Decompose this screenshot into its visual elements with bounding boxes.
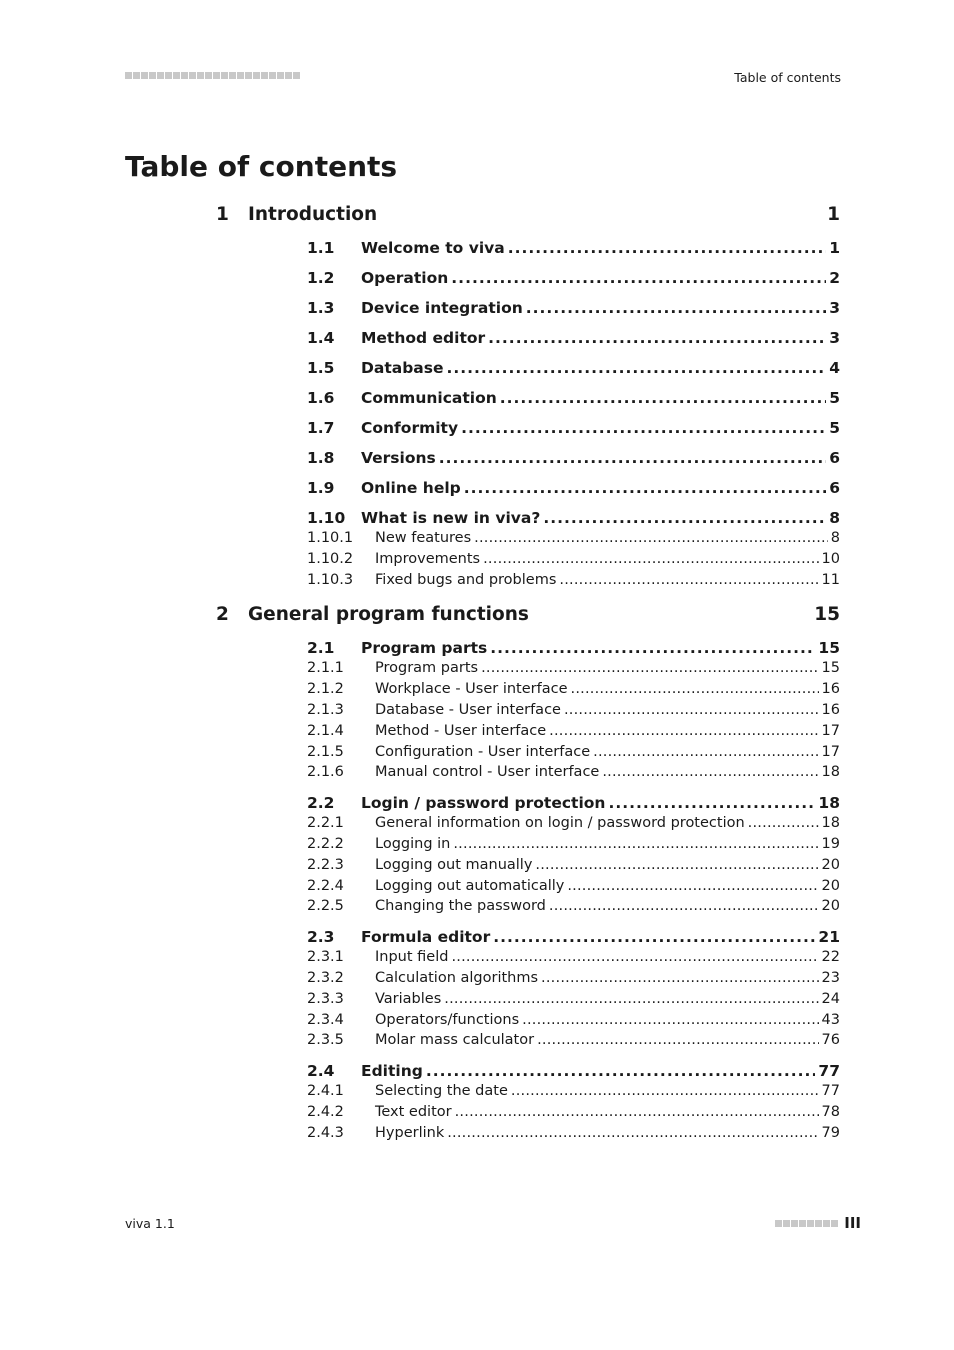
entry-page: 77	[821, 1083, 840, 1100]
toc-subsection[interactable]	[307, 1104, 840, 1125]
entry-number: 1.6	[307, 389, 335, 407]
toc-section[interactable]	[307, 389, 840, 410]
toc-subsection[interactable]	[307, 949, 840, 970]
footer-page	[775, 1214, 861, 1232]
toc-section[interactable]	[307, 299, 840, 320]
entry-number: 2.3.3	[307, 990, 344, 1007]
dot-leader	[602, 764, 818, 780]
entry-page: 10	[821, 550, 840, 567]
entry-title: Welcome to viva	[361, 239, 505, 257]
entry-number: 1.10.1	[307, 530, 354, 546]
entry-page: 78	[821, 1103, 840, 1120]
entry-title: Editing	[361, 1062, 423, 1081]
chapter-page: 1	[827, 204, 840, 225]
dot-leader	[522, 1012, 818, 1028]
toc-section[interactable]	[307, 419, 840, 440]
entry-page: 17	[821, 722, 840, 739]
entry-number: 2.2	[307, 794, 335, 813]
dot-leader	[488, 329, 826, 347]
entry-page: 5	[829, 419, 840, 437]
dot-leader	[493, 928, 815, 946]
toc-subsection[interactable]	[307, 970, 840, 991]
entry-page: 15	[821, 660, 840, 677]
entry-number: 2.1.1	[307, 660, 344, 677]
entry-number: 2.3	[307, 928, 335, 947]
dot-leader	[453, 836, 818, 852]
entry-title: Logging out automatically	[375, 877, 565, 894]
entry-title: Text editor	[375, 1103, 452, 1120]
dot-leader	[549, 898, 819, 914]
chapter-page: 15	[814, 604, 840, 626]
entry-page: 18	[821, 764, 840, 781]
table-of-contents	[216, 204, 840, 1146]
dot-leader	[535, 857, 818, 873]
entry-title: What is new in viva?	[361, 509, 541, 527]
entry-page: 79	[821, 1124, 840, 1141]
entry-number: 2.4.3	[307, 1124, 344, 1141]
dot-leader	[439, 449, 826, 467]
toc-section[interactable]	[307, 269, 840, 290]
entry-number: 2.4	[307, 1062, 335, 1081]
dot-leader	[500, 389, 826, 407]
entry-title: Device integration	[361, 299, 523, 317]
entry-page: 21	[818, 928, 840, 947]
toc-subsection[interactable]	[307, 1083, 840, 1104]
toc-subsection[interactable]	[307, 1032, 840, 1053]
entry-page: 11	[821, 571, 840, 588]
entry-number: 2.2.1	[307, 815, 344, 832]
entry-number: 1.9	[307, 479, 335, 497]
entry-title: Database	[361, 359, 444, 377]
toc-subsection[interactable]	[307, 898, 840, 919]
toc-subsection[interactable]	[307, 1125, 840, 1146]
entry-title: Conformity	[361, 419, 459, 437]
entry-title: Operators/functions	[375, 1011, 520, 1028]
toc-subsection[interactable]	[307, 702, 840, 723]
toc-subsection[interactable]	[307, 1012, 840, 1033]
entry-number: 1.1	[307, 239, 335, 257]
entry-number: 2.2.4	[307, 877, 344, 894]
entry-number: 2.1.4	[307, 722, 344, 739]
running-header-title: Table of contents	[734, 70, 841, 85]
entry-number: 1.10	[307, 509, 346, 527]
toc-subsection[interactable]	[307, 744, 840, 765]
toc-subsection[interactable]	[307, 660, 840, 681]
entry-number: 1.4	[307, 329, 335, 347]
footer-decoration	[775, 1220, 838, 1227]
dot-leader	[748, 815, 819, 831]
entry-number: 1.10.2	[307, 550, 354, 567]
entry-number: 2.4.1	[307, 1083, 344, 1100]
chapter-title: Introduction	[248, 204, 378, 225]
page-title: Table of contents	[125, 150, 398, 183]
toc-subsection[interactable]	[307, 530, 840, 551]
entry-title: Molar mass calculator	[375, 1032, 535, 1049]
toc-section[interactable]	[307, 479, 840, 500]
entry-title: Hyperlink	[375, 1124, 445, 1141]
entry-page: 6	[829, 449, 840, 467]
entry-title: Method - User interface	[375, 722, 547, 739]
dot-leader	[447, 1125, 818, 1141]
toc-section[interactable]	[307, 359, 840, 380]
toc-subsection[interactable]	[307, 572, 840, 593]
entry-title: Calculation algorithms	[375, 969, 539, 986]
entry-title: Program parts	[375, 660, 479, 677]
entry-number: 2.3.4	[307, 1011, 344, 1028]
dot-leader	[474, 530, 828, 546]
entry-title: Changing the password	[375, 898, 546, 915]
dot-leader	[541, 970, 819, 986]
dot-leader	[444, 991, 818, 1007]
entry-title: Formula editor	[361, 928, 491, 947]
dot-leader	[461, 419, 826, 437]
dot-leader	[543, 509, 826, 527]
entry-number: 1.3	[307, 299, 335, 317]
entry-page: 20	[821, 898, 840, 915]
entry-number: 2.1.2	[307, 681, 344, 698]
dot-leader	[426, 1062, 816, 1080]
entry-title: Improvements	[375, 550, 481, 567]
dot-leader	[464, 479, 826, 497]
dot-leader	[537, 1032, 818, 1048]
chapter-title: General program functions	[248, 604, 529, 626]
toc-section[interactable]	[307, 329, 840, 350]
entry-title: Method editor	[361, 329, 486, 347]
toc-subsection[interactable]	[307, 815, 840, 836]
dot-leader	[455, 1104, 819, 1120]
dot-leader	[564, 702, 819, 718]
footer-product: viva 1.1	[125, 1216, 175, 1231]
header-decoration	[125, 72, 300, 79]
entry-title: Login / password protection	[361, 794, 606, 813]
dot-leader	[559, 572, 818, 588]
entry-number: 2.3.5	[307, 1032, 344, 1049]
entry-page: 24	[821, 990, 840, 1007]
entry-title: Operation	[361, 269, 449, 287]
entry-page: 6	[829, 479, 840, 497]
entry-title: Logging out manually	[375, 856, 533, 873]
dot-leader	[608, 794, 815, 812]
toc-subsection[interactable]	[307, 878, 840, 899]
entry-title: Fixed bugs and problems	[375, 571, 557, 588]
entry-title: Workplace - User interface	[375, 681, 568, 698]
entry-title: Online help	[361, 479, 461, 497]
dot-leader	[490, 639, 815, 657]
entry-page: 20	[821, 877, 840, 894]
toc-subsection[interactable]	[307, 991, 840, 1012]
entry-number: 2.1.6	[307, 764, 344, 781]
entry-title: General information on login / password protection	[375, 815, 745, 832]
entry-page: 16	[821, 681, 840, 698]
entry-title: Configuration - User interface	[375, 743, 591, 760]
entry-page: 5	[829, 389, 840, 407]
entry-number: 1.8	[307, 449, 335, 467]
entry-title: Variables	[375, 990, 442, 1007]
toc-subsection[interactable]	[307, 723, 840, 744]
entry-page: 8	[829, 509, 840, 527]
entry-title: Input field	[375, 949, 449, 966]
dot-leader	[593, 744, 818, 760]
toc-section[interactable]	[307, 509, 840, 530]
toc-subsection[interactable]	[307, 764, 840, 785]
entry-number: 1.5	[307, 359, 335, 377]
dot-leader	[571, 681, 819, 697]
entry-title: Selecting the date	[375, 1083, 508, 1100]
chapter-num: 1	[216, 204, 229, 225]
dot-leader	[526, 299, 826, 317]
entry-title: New features	[375, 530, 472, 546]
entry-page: 18	[821, 815, 840, 832]
toc-section[interactable]	[307, 449, 840, 470]
toc-chapter[interactable]	[216, 604, 840, 634]
entry-page: 76	[821, 1032, 840, 1049]
entry-page: 8	[830, 530, 840, 546]
entry-page: 19	[821, 835, 840, 852]
toc-section[interactable]	[307, 1062, 840, 1083]
entry-title: Logging in	[375, 835, 451, 852]
entry-number: 2.2.5	[307, 898, 344, 915]
entry-title: Database - User interface	[375, 701, 561, 718]
entry-number: 2.4.2	[307, 1103, 344, 1120]
entry-page: 23	[821, 969, 840, 986]
entry-number: 2.1	[307, 639, 335, 658]
dot-leader	[451, 269, 826, 287]
entry-page: 1	[829, 239, 840, 257]
entry-page: 17	[821, 743, 840, 760]
entry-title: Versions	[361, 449, 436, 467]
entry-title: Communication	[361, 389, 497, 407]
toc-subsection[interactable]	[307, 857, 840, 878]
entry-page: 15	[818, 639, 840, 658]
entry-title: Program parts	[361, 639, 488, 658]
dot-leader	[511, 1083, 819, 1099]
toc-section[interactable]	[307, 639, 840, 660]
toc-subsection[interactable]	[307, 551, 840, 572]
entry-page: 77	[818, 1062, 840, 1081]
entry-number: 2.2.2	[307, 835, 344, 852]
entry-page: 3	[829, 329, 840, 347]
toc-section[interactable]	[307, 794, 840, 815]
entry-number: 2.2.3	[307, 856, 344, 873]
entry-page: 43	[821, 1011, 840, 1028]
dot-leader	[451, 949, 818, 965]
dot-leader	[567, 878, 818, 894]
entry-number: 2.1.3	[307, 701, 344, 718]
entry-number: 2.3.2	[307, 969, 344, 986]
toc-chapter[interactable]	[216, 204, 840, 234]
entry-page: 16	[821, 701, 840, 718]
entry-page: 2	[829, 269, 840, 287]
toc-subsection[interactable]	[307, 681, 840, 702]
entry-title: Manual control - User interface	[375, 764, 600, 781]
dot-leader	[481, 660, 818, 676]
dot-leader	[549, 723, 818, 739]
entry-number: 2.1.5	[307, 743, 344, 760]
chapter-num: 2	[216, 604, 229, 626]
toc-section[interactable]	[307, 239, 840, 260]
dot-leader	[508, 239, 827, 257]
toc-subsection[interactable]	[307, 836, 840, 857]
entry-page: 4	[829, 359, 840, 377]
entry-number: 1.7	[307, 419, 335, 437]
entry-number: 1.2	[307, 269, 335, 287]
entry-page: 18	[818, 794, 840, 813]
page-number: III	[844, 1214, 861, 1232]
entry-page: 22	[821, 949, 840, 966]
toc-section[interactable]	[307, 928, 840, 949]
entry-number: 2.3.1	[307, 949, 344, 966]
entry-page: 3	[829, 299, 840, 317]
entry-number: 1.10.3	[307, 571, 354, 588]
dot-leader	[483, 551, 818, 567]
entry-page: 20	[821, 856, 840, 873]
dot-leader	[447, 359, 827, 377]
